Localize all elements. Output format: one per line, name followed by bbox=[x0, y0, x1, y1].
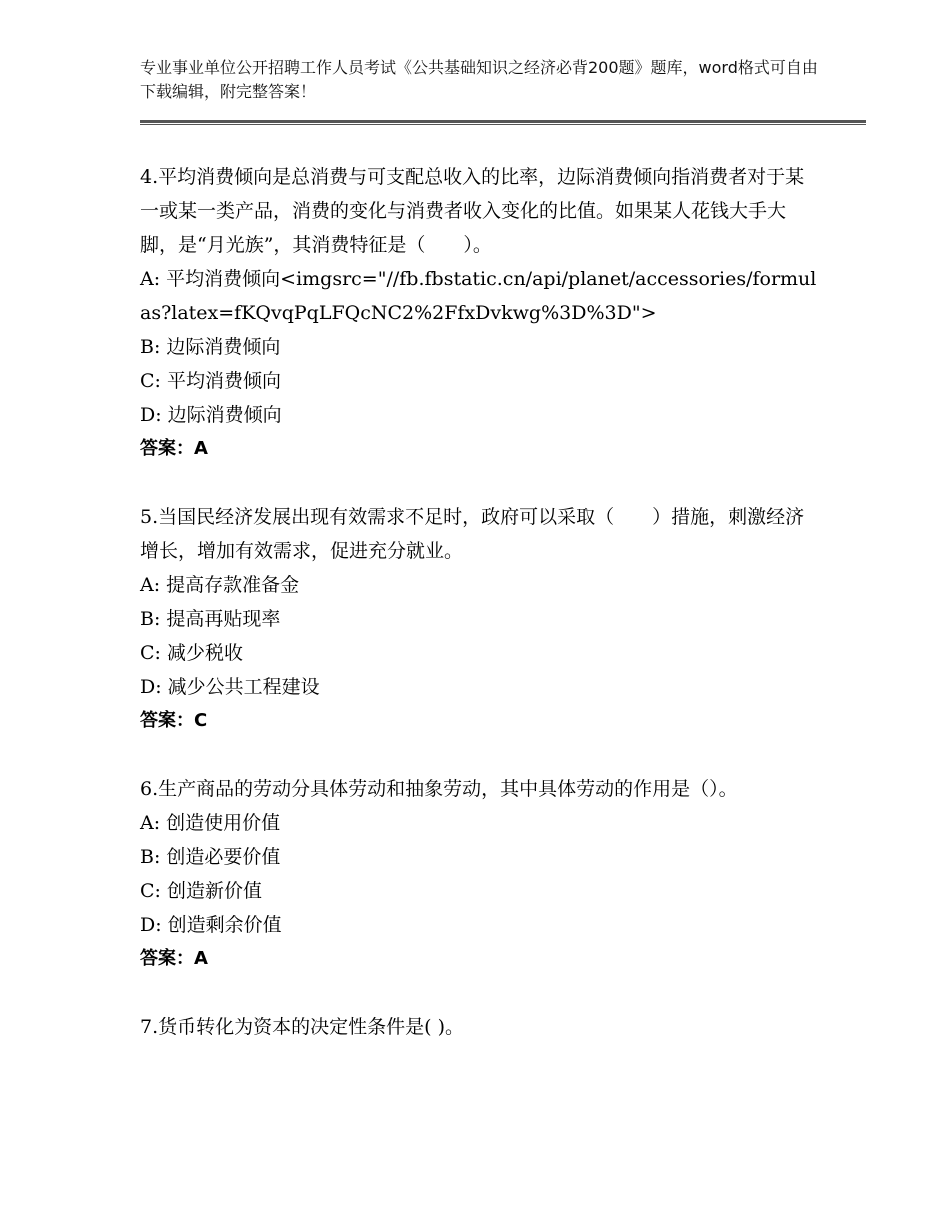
option-c: C: 减少税收 bbox=[140, 642, 243, 664]
question-stem: 7.货币转化为资本的决定性条件是( )。 bbox=[140, 1016, 464, 1038]
answer-label: 答案：C bbox=[140, 710, 208, 731]
question-stem: 5.当国民经济发展出现有效需求不足时，政府可以采取（ ）措施，刺激经济增长，增加有效需求，促进充分就业。 bbox=[140, 506, 805, 562]
question-5 bbox=[140, 500, 820, 738]
header-divider bbox=[140, 120, 866, 125]
option-c: C: 创造新价值 bbox=[140, 880, 262, 902]
question-stem: 4.平均消费倾向是总消费与可支配总收入的比率，边际消费倾向指消费者对于某一或某一类产品，消费的变化与消费者收入变化的比值。如果某人花钱大手大脚，是“月光族”，其消费特征是（ ）。 bbox=[140, 166, 805, 256]
option-d: D: 创造剩余价值 bbox=[140, 914, 282, 936]
option-d: D: 边际消费倾向 bbox=[140, 404, 282, 426]
option-b: B: 提高再贴现率 bbox=[140, 608, 281, 630]
option-a: A: 提高存款准备金 bbox=[140, 574, 300, 596]
option-b: B: 边际消费倾向 bbox=[140, 336, 281, 358]
question-7 bbox=[140, 1010, 820, 1044]
question-4 bbox=[140, 160, 820, 466]
option-d: D: 减少公共工程建设 bbox=[140, 676, 320, 698]
answer-label: 答案：A bbox=[140, 438, 208, 459]
question-list bbox=[140, 160, 820, 1078]
option-c: C: 平均消费倾向 bbox=[140, 370, 281, 392]
document-title: 专业事业单位公开招聘工作人员考试《公共基础知识之经济必背200题》题库，word格式可自由下载编辑，附完整答案！ bbox=[140, 58, 818, 101]
page-header bbox=[140, 56, 820, 104]
answer-label: 答案：A bbox=[140, 948, 208, 969]
option-b: B: 创造必要价值 bbox=[140, 846, 281, 868]
question-6 bbox=[140, 772, 820, 976]
option-a: A: 创造使用价值 bbox=[140, 812, 281, 834]
question-stem: 6.生产商品的劳动分具体劳动和抽象劳动，其中具体劳动的作用是（）。 bbox=[140, 778, 738, 800]
option-a: A: 平均消费倾向<imgsrc="//fb.fbstatic.cn/api/planet/accessories/formulas?latex=fKQvqPqLFQcNC2%2FfxDvkwg%3D%3D"> bbox=[140, 268, 817, 324]
